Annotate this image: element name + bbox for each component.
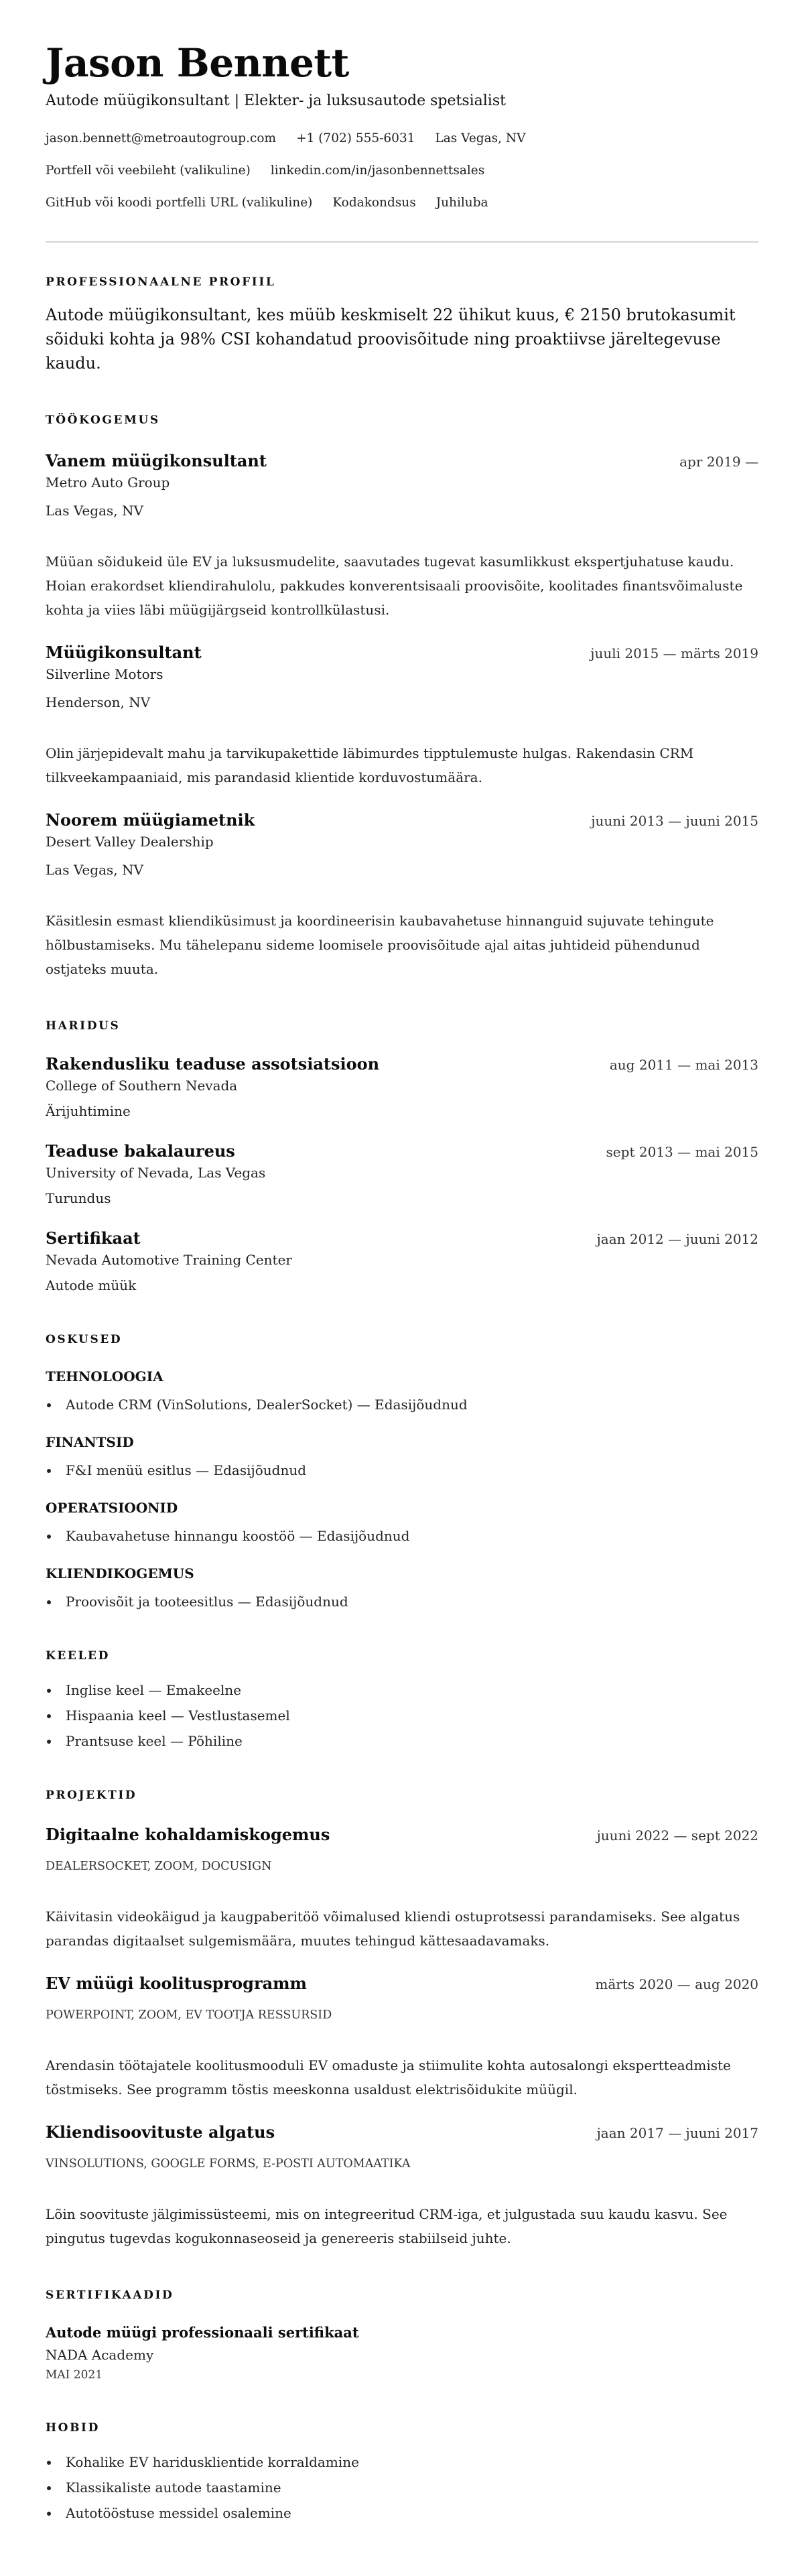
contact-citizenship: Kodakondsus [332, 196, 416, 210]
contact-phone[interactable]: +1 (702) 555-6031 [296, 131, 415, 145]
section-title-experience: TÖÖKOGEMUS [46, 413, 160, 427]
contact-row-1 [46, 130, 758, 147]
hobby-item: Klassikaliste autode taastamine [46, 2478, 758, 2497]
profile-summary: Autode müügikonsultant, kes müüb keskmiselt 22 ühikut kuus, € 2150 brutokasumit sõiduki kohta ja 98% CSI kohandatud proovisõitude ning proaktiivse järeltegevuse kaudu. [46, 306, 736, 373]
project-technologies: DEALERSOCKET, ZOOM, DOCUSIGN [46, 1860, 272, 1873]
job-company: Desert Valley Dealership [46, 834, 214, 850]
skill-list [46, 1461, 758, 1480]
field-of-study: Ärijuhtimine [46, 1103, 131, 1119]
job-entry [46, 810, 758, 981]
job-title: Noorem müügiametnik [46, 810, 255, 830]
language-list [46, 1681, 758, 1750]
project-entry [46, 2122, 758, 2250]
job-company: Silverline Motors [46, 666, 163, 682]
skill-list [46, 1592, 758, 1611]
section-title-skills: OSKUSED [46, 1333, 123, 1346]
contact-row-3 [46, 194, 758, 212]
resume-header [46, 39, 758, 212]
job-title: Müügikonsultant [46, 643, 202, 662]
skill-item: Proovisõit ja tooteesitlus — Edasijõudnud [46, 1592, 758, 1611]
job-description: Käsitlesin esmast kliendiküsimust ja koordineerisin kaubavahetuse hinnanguid sujuvate tehingute hõlbustamiseks. Mu tähelepanu sideme loomisele proovisõitude ajal aitas juhtideid pühendunud ostjateks muuta. [46, 913, 714, 977]
job-dates: juuni 2013 — juuni 2015 [591, 813, 758, 829]
contact-linkedin[interactable]: linkedin.com/in/jasonbennettsales [270, 164, 485, 178]
languages-section [46, 1649, 758, 1750]
skill-item: F&I menüü esitlus — Edasijõudnud [46, 1461, 758, 1480]
education-dates: aug 2011 — mai 2013 [609, 1057, 758, 1073]
school-name: College of Southern Nevada [46, 1078, 238, 1094]
section-title-certifications: SERTIFIKAADID [46, 2289, 174, 2302]
education-dates: jaan 2012 — juuni 2012 [596, 1231, 758, 1247]
hobbies-section [46, 2421, 758, 2522]
degree-title: Rakendusliku teaduse assotsiatsioon [46, 1054, 380, 1074]
skill-category-title: OPERATSIOONID [46, 1500, 178, 1516]
contact-email[interactable]: jason.bennett@metroautogroup.com [46, 131, 277, 145]
language-item: Prantsuse keel — Põhiline [46, 1732, 758, 1750]
project-title: Kliendisoovituste algatus [46, 2122, 275, 2142]
certification-entry [46, 2323, 758, 2383]
skill-category-title: KLIENDIKOGEMUS [46, 1565, 194, 1582]
hobby-item: Autotööstuse messidel osalemine [46, 2504, 758, 2522]
contact-drivers-license: Juhiluba [436, 196, 488, 210]
project-description: Lõin soovituste jälgimissüsteemi, mis on integreeritud CRM-iga, et julgustada suu kaudu kasvu. See pingutus tugevdas kogukonnaseoseid ja genereeris stabiilseid juhte. [46, 2206, 728, 2246]
job-title: Vanem müügikonsultant [46, 451, 267, 470]
degree-title: Sertifikaat [46, 1228, 141, 1248]
section-title-projects: PROJEKTID [46, 1789, 137, 1802]
project-description: Arendasin töötajatele koolitusmooduli EV omaduste ja stiimulite kohta autosalongi ekspertteadmiste tõstmiseks. See programm tõstis meeskonna usaldust elektrisõidukite müügil. [46, 2057, 731, 2098]
skill-item: Autode CRM (VinSolutions, DealerSocket) — Edasijõudnud [46, 1395, 758, 1414]
skill-category-title: TEHNOLOOGIA [46, 1368, 163, 1384]
project-dates: jaan 2017 — juuni 2017 [596, 2125, 758, 2141]
project-dates: juuni 2022 — sept 2022 [596, 1827, 758, 1844]
job-description: Olin järjepidevalt mahu ja tarvikupakettide läbimurdes tipptulemuste hulgas. Rakendasin CRM tilkveekampaaniaid, mis parandasid klientide korduvostumäära. [46, 745, 694, 785]
section-title-education: HARIDUS [46, 1019, 121, 1033]
hobby-item: Kohalike EV haridusklientide korraldamine [46, 2453, 758, 2471]
projects-section [46, 1788, 758, 2250]
job-company: Metro Auto Group [46, 474, 170, 491]
project-entry [46, 1824, 758, 1953]
candidate-headline: Autode müügikonsultant | Elekter- ja luksusautode spetsialist [46, 92, 506, 109]
school-name: University of Nevada, Las Vegas [46, 1165, 266, 1181]
education-entry [46, 1053, 758, 1120]
skill-list [46, 1395, 758, 1414]
skill-list [46, 1527, 758, 1545]
project-description: Käivitasin videokäigud ja kaugpaberitöö võimalused kliendi ostuprotsessi parandamiseks. See algatus parandas digitaalset sulgemismäära, muutes tehingud kättesaadavamaks. [46, 1909, 740, 1949]
project-dates: märts 2020 — aug 2020 [595, 1976, 758, 1992]
contact-github[interactable]: GitHub või koodi portfelli URL (valikuline) [46, 196, 313, 210]
field-of-study: Autode müük [46, 1277, 137, 1293]
skills-section [46, 1332, 758, 1611]
job-dates: apr 2019 — [679, 454, 758, 470]
skill-category-title: FINANTSID [46, 1434, 134, 1450]
job-location: Las Vegas, NV [46, 503, 143, 519]
education-entry [46, 1228, 758, 1295]
project-entry [46, 1973, 758, 2102]
job-entry [46, 450, 758, 622]
certification-name: Autode müügi professionaali sertifikaat [46, 2324, 359, 2341]
degree-title: Teaduse bakalaureus [46, 1141, 235, 1161]
education-section [46, 1019, 758, 1295]
contact-row-2 [46, 162, 758, 180]
job-dates: juuli 2015 — märts 2019 [590, 645, 758, 661]
school-name: Nevada Automotive Training Center [46, 1252, 292, 1268]
experience-section [46, 413, 758, 981]
certification-issuer: NADA Academy [46, 2347, 154, 2363]
header-divider [46, 241, 758, 243]
candidate-name: Jason Bennett [46, 40, 349, 86]
job-description: Müüan sõidukeid üle EV ja luksusmudelite, saavutades tugevat kasumlikkust ekspertjuhatuse kaudu. Hoian erakordset kliendirahulolu, pakkudes konverentsisaali proovisõite, koolitades finantsvõimaluste kohta ja viies läbi müügijärgseid kontrollkülastusi. [46, 554, 743, 618]
field-of-study: Turundus [46, 1190, 111, 1206]
language-item: Hispaania keel — Vestlustasemel [46, 1706, 758, 1725]
project-title: Digitaalne kohaldamiskogemus [46, 1825, 330, 1844]
project-technologies: POWERPOINT, ZOOM, EV TOOTJA RESSURSID [46, 2008, 332, 2022]
certifications-section [46, 2288, 758, 2383]
contact-portfolio[interactable]: Portfell või veebileht (valikuline) [46, 164, 251, 178]
section-title-profile: PROFESSIONAALNE PROFIIL [46, 275, 276, 289]
education-entry [46, 1141, 758, 1208]
contact-location: Las Vegas, NV [435, 131, 526, 145]
education-dates: sept 2013 — mai 2015 [606, 1144, 758, 1160]
job-location: Las Vegas, NV [46, 862, 143, 878]
profile-section [46, 275, 758, 375]
section-title-languages: KEELED [46, 1649, 110, 1663]
language-item: Inglise keel — Emakeelne [46, 1681, 758, 1699]
hobby-list [46, 2453, 758, 2522]
project-technologies: VINSOLUTIONS, GOOGLE FORMS, E-POSTI AUTOMAATIKA [46, 2157, 411, 2171]
job-location: Henderson, NV [46, 694, 151, 710]
job-entry [46, 642, 758, 789]
project-title: EV müügi koolitusprogramm [46, 1974, 307, 1993]
section-title-hobbies: HOBID [46, 2421, 100, 2435]
skill-item: Kaubavahetuse hinnangu koostöö — Edasijõudnud [46, 1527, 758, 1545]
certification-date: MAI 2021 [46, 2368, 103, 2382]
